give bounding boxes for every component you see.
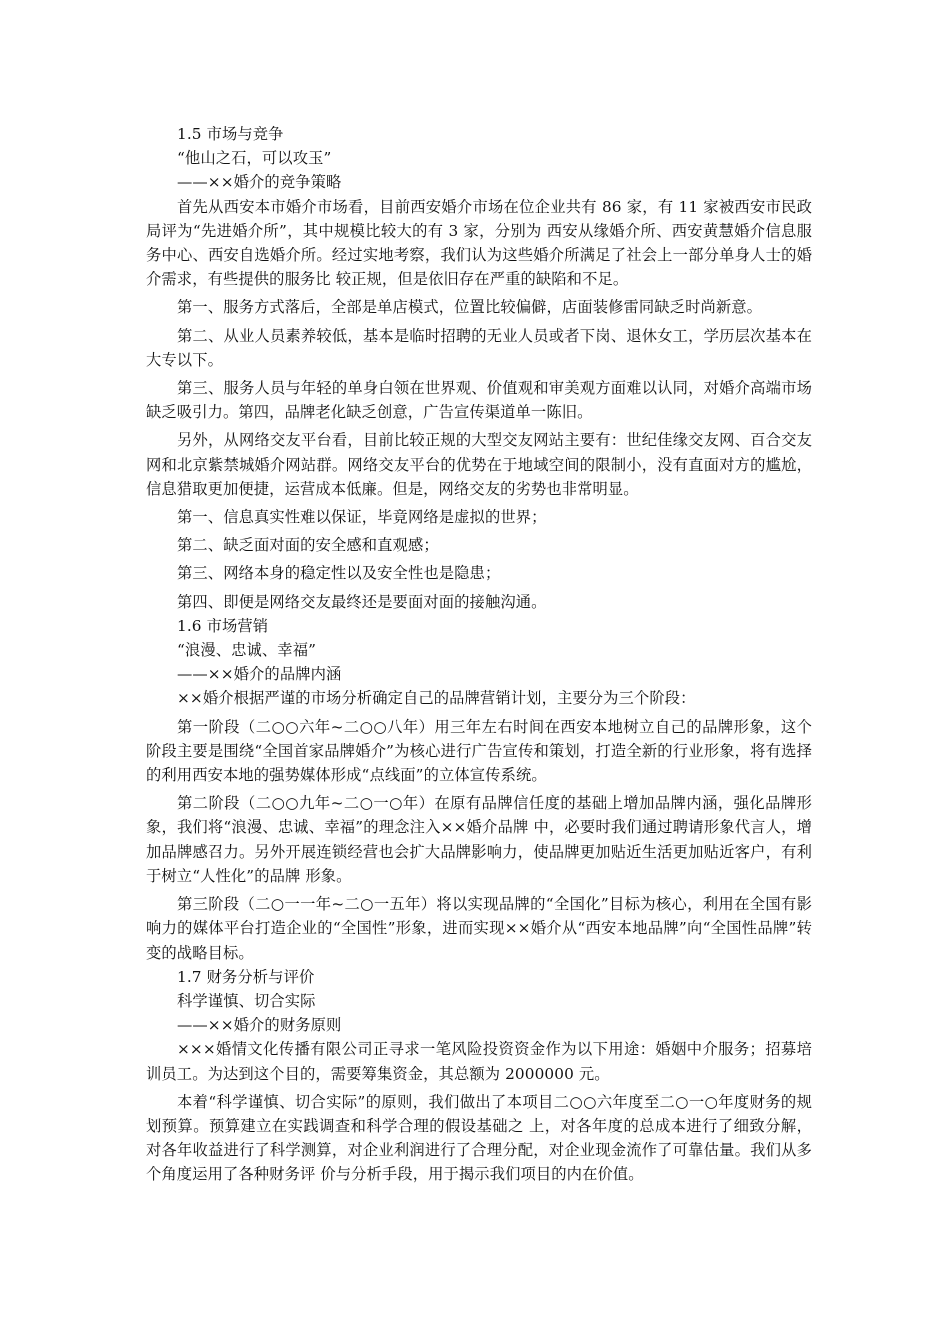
list-item: 第四、即便是网络交友最终还是要面对面的接触沟通。 (177, 592, 547, 611)
paragraph: ××婚介根据严谨的市场分析确定自己的品牌营销计划，主要分为三个阶段： (177, 689, 696, 708)
paragraph: 第一阶段（二○○六年~二○○八年）用三年左右时间在西安本地树立自己的品牌形象，这个阶段主要是围绕“全国首家品牌婚介”为核心进行广告宣传和策划，打造全新的行业形象，将有选择的利用西安本地的强势媒体形成“点线面”的立体宣传系统。 (146, 717, 812, 785)
paragraph: ×××婚情文化传播有限公司正寻求一笔风险投资资金作为以下用途：婚姻中介服务；招募培训员工。为达到这个目的，需要筹集资金，其总额为 2000000 元。 (146, 1040, 812, 1083)
paragraph: 第二、从业人员素养较低，基本是临时招聘的无业人员或者下岗、退休女工，学历层次基本在大专以下。 (146, 326, 812, 369)
section-heading-1-5: 1.5 市场与竞争 (177, 125, 284, 143)
section-subtitle-1-5: ——××婚介的竞争策略 (177, 173, 342, 192)
section-heading-1-7: 1.7 财务分析与评价 (177, 967, 315, 986)
list-item: 第三、网络本身的稳定性以及安全性也是隐患； (177, 564, 501, 583)
paragraph: 第二阶段（二○○九年~二○一○年）在原有品牌信任度的基础上增加品牌内涵，强化品牌形象，我们将“浪漫、忠诚、幸福”的理念注入××婚介品牌 中，必要时我们通过聘请形象代言人，增加品牌感召力。另外开展连锁经营也会扩大品牌影响力，使品牌更加贴近生活更加贴近客户，有利于树立“人性化”的品牌 形象。 (146, 794, 812, 885)
section-quote-1-7: 科学谨慎、切合实际 (177, 991, 316, 1010)
section-quote-1-6: “浪漫、忠诚、幸福” (177, 641, 317, 660)
paragraph: 本着“科学谨慎、切合实际”的原则，我们做出了本项目二○○六年度至二○一○年度财务的规划预算。预算建立在实践调查和科学合理的假设基础之 上，对各年度的总成本进行了细致分解，对各年收益进行了科学测算，对企业利润进行了合理分配，对企业现金流作了可靠估量。我们从多个角度运用了各种财务评 价与分析手段，用于揭示我们项目的内在价值。 (146, 1092, 812, 1184)
section-subtitle-1-7: ——××婚介的财务原则 (177, 1016, 342, 1035)
list-item: 第二、缺乏面对面的安全感和直观感； (177, 536, 439, 555)
paragraph: 首先从西安本市婚介市场看，目前西安婚介市场在位企业共有 86 家，有 11 家被西安市民政局评为“先进婚介所”，其中规模比较大的有 3 家，分别为 西安从缘婚介所、西安黄慧婚介信息服务中心、西安自选婚介所。经过实地考察，我们认为这些婚介所满足了社会上一部分单身人士的婚介需求，有些提供的服务比 较正规，但是依旧存在严重的缺陷和不足。 (146, 197, 812, 289)
section-subtitle-1-6: ——××婚介的品牌内涵 (177, 665, 342, 684)
section-heading-1-6: 1.6 市场营销 (177, 616, 269, 635)
document-page (146, 122, 812, 1187)
paragraph: 第三阶段（二○一一年~二○一五年）将以实现品牌的“全国化”目标为核心，利用在全国有影响力的媒体平台打造企业的“全国性”形象，进而实现××婚介从“西安本地品牌”向“全国性品牌”转变的战略目标。 (146, 895, 812, 962)
paragraph: 第一、服务方式落后，全部是单店模式，位置比较偏僻，店面装修雷同缺乏时尚新意。 (177, 298, 763, 317)
list-item: 第一、信息真实性难以保证，毕竟网络是虚拟的世界； (177, 508, 547, 527)
paragraph: 第三、服务人员与年轻的单身白领在世界观、价值观和审美观方面难以认同，对婚介高端市场缺乏吸引力。第四，品牌老化缺乏创意，广告宣传渠道单一陈旧。 (146, 379, 812, 422)
section-quote-1-5: “他山之石，可以攻玉” (177, 149, 332, 168)
paragraph: 另外，从网络交友平台看，目前比较正规的大型交友网站主要有：世纪佳缘交友网、百合交友网和北京紫禁城婚介网站群。网络交友平台的优势在于地域空间的限制小，没有直面对方的尴尬，信息猎取更加便捷，运营成本低廉。但是，网络交友的劣势也非常明显。 (146, 431, 812, 498)
